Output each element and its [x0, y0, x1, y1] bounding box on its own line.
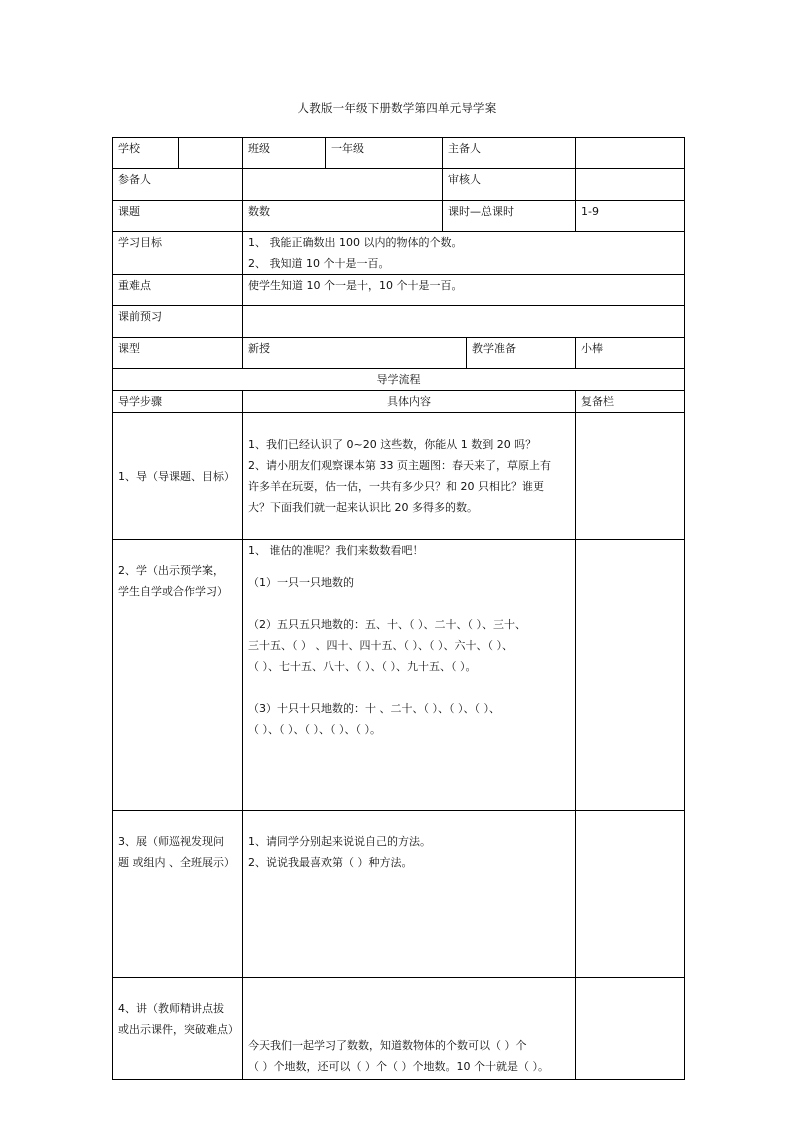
participants-value[interactable]	[243, 169, 443, 201]
step2-method-b: （2）五只五只地数的：五、十、（ ）、二十、（ ）、三十、	[248, 618, 526, 631]
step1-label: 1、导（导课题、目标）	[113, 413, 243, 540]
step2-intro: 1、 谁估的准呢？我们来数数看吧！	[248, 544, 424, 557]
step3-notes[interactable]	[576, 811, 685, 978]
step2-method-b: 三十五、（ ） 、四十、四十五、（ ）、（ ）、六十、（ ）、	[248, 639, 513, 652]
step2-method-a: （1）一只一只地数的	[248, 576, 354, 589]
step1-line: 许多羊在玩耍，估一估，一共有多少只？和 20 只相比？谁更	[248, 480, 544, 493]
preview-value[interactable]	[243, 306, 685, 338]
lesson-type-value[interactable]: 新授	[243, 338, 467, 369]
prep-label: 教学准备	[467, 338, 576, 369]
reviewer-value[interactable]	[576, 169, 685, 201]
step4-label	[113, 978, 243, 1080]
step2-label-line: 2、学（出示预学案，	[118, 564, 224, 577]
step4-line: 今天我们一起学习了数数，知道数物体的个数可以（ ）个	[248, 1039, 527, 1052]
period-label: 课时—总课时	[443, 201, 576, 232]
topic-label: 课题	[113, 201, 243, 232]
preview-label: 课前预习	[113, 306, 243, 338]
topic-value[interactable]: 数数	[243, 201, 443, 232]
step2-label-line: 学生自学或合作学习）	[118, 585, 228, 598]
step2-method-c: （ ）、（ ）、（ ）、（ ）、（ ）。	[248, 723, 381, 736]
col-steps-header: 导学步骤	[113, 391, 243, 413]
participants-label: 参备人	[113, 169, 243, 201]
step1-line: 大？下面我们就一起来认识比 20 多得多的数。	[248, 501, 478, 514]
step4-line: （ ）个地数，还可以（ ）个（ ）个地数。10 个十就是（ ）。	[248, 1060, 549, 1073]
lesson-plan-table	[112, 137, 685, 1080]
step1-line: 2、请小朋友们观察课本第 33 页主题图：春天来了，草原上有	[248, 459, 551, 472]
col-notes-header: 复备栏	[576, 391, 685, 413]
period-value[interactable]: 1-9	[576, 201, 685, 232]
step2-label	[113, 540, 243, 811]
step2-notes[interactable]	[576, 540, 685, 811]
goals-label: 学习目标	[113, 232, 243, 275]
step3-content[interactable]	[243, 811, 576, 978]
step4-label-line: 或出示课件，突破难点）	[118, 1023, 239, 1036]
step1-line: 1、我们已经认识了 0~20 这些数，你能从 1 数到 20 吗？	[248, 438, 537, 451]
key-points-value[interactable]: 使学生知道 10 个一是十，10 个十是一百。	[243, 275, 685, 306]
col-content-header: 具体内容	[243, 391, 576, 413]
flow-header: 导学流程	[113, 369, 685, 391]
school-value[interactable]	[179, 138, 243, 169]
preparer-label: 主备人	[443, 138, 576, 169]
step1-content[interactable]	[243, 413, 576, 540]
key-points-label: 重难点	[113, 275, 243, 306]
step2-content[interactable]	[243, 540, 576, 811]
school-label: 学校	[113, 138, 179, 169]
step2-method-c: （3）十只十只地数的：十 、二十、（ ）、（ ）、（ ）、	[248, 702, 500, 715]
step4-content[interactable]	[243, 978, 576, 1080]
step3-line: 2、说说我最喜欢第（ ）种方法。	[248, 856, 413, 869]
reviewer-label: 审核人	[443, 169, 576, 201]
goals-cell[interactable]	[243, 232, 685, 275]
step3-label-line: 3、展（师巡视发现问	[118, 835, 224, 848]
step4-notes[interactable]	[576, 978, 685, 1080]
step3-label	[113, 811, 243, 978]
preparer-value[interactable]	[576, 138, 685, 169]
goal-item: 1、 我能正确数出 100 以内的物体的个数。	[248, 236, 463, 249]
step4-label-line: 4、讲（教师精讲点拔	[118, 1002, 224, 1015]
goal-item: 2、 我知道 10 个十是一百。	[248, 257, 390, 270]
prep-value[interactable]: 小棒	[576, 338, 685, 369]
lesson-type-label: 课型	[113, 338, 243, 369]
step1-notes[interactable]	[576, 413, 685, 540]
step3-label-line: 题 或组内 、全班展示）	[118, 856, 235, 869]
class-value[interactable]: 一年级	[326, 138, 443, 169]
page-title: 人教版一年级下册数学第四单元导学案	[297, 101, 497, 115]
class-label: 班级	[243, 138, 326, 169]
step3-line: 1、请同学分别起来说说自己的方法。	[248, 835, 431, 848]
step2-method-b: （ ）、七十五、八十、（ ）、（ ）、九十五、（ ）。	[248, 660, 477, 673]
